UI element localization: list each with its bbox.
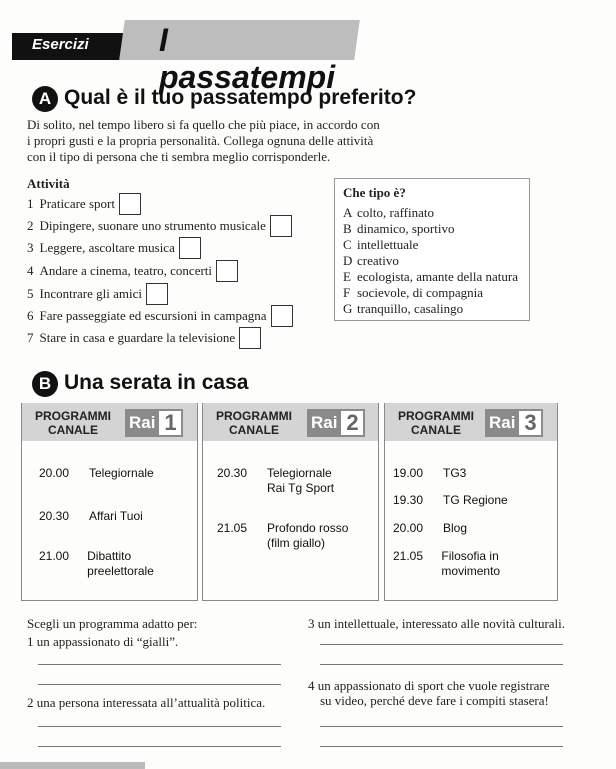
rai-word: Rai	[489, 413, 516, 432]
activity-number: 4	[27, 263, 34, 278]
activity-item	[27, 327, 261, 349]
type-item	[343, 237, 521, 253]
activity-text: Andare a cinema, teatro, concerti	[39, 263, 213, 278]
question-text: un intellettuale, interessato alle novità culturali.	[317, 616, 566, 631]
program-time: 19.30	[393, 493, 424, 507]
question-item	[27, 634, 178, 649]
program-time: 20.30	[39, 509, 70, 523]
answer-checkbox[interactable]	[179, 237, 201, 259]
program-time: 21.00	[39, 549, 70, 563]
header-label-line: PROGRAMMI	[398, 409, 474, 423]
program-name: TG Regione	[443, 493, 508, 507]
person-types-box	[334, 178, 530, 321]
page-header	[12, 20, 352, 95]
activity-text: Incontrare gli amici	[39, 286, 143, 301]
program-row	[39, 466, 154, 481]
channel-column-rai3	[384, 403, 558, 601]
activity-item	[27, 237, 201, 259]
header-label-line: CANALE	[48, 423, 98, 437]
program-name: TG3	[443, 466, 467, 480]
program-row	[39, 509, 143, 524]
channel-header-label	[393, 409, 479, 437]
program-row	[393, 521, 467, 536]
answer-line[interactable]	[320, 726, 563, 727]
type-letter: B	[343, 221, 352, 236]
type-item	[343, 301, 521, 317]
type-letter: A	[343, 205, 353, 220]
type-text: intellettuale	[357, 237, 419, 252]
program-name-line: Profondo rosso	[267, 521, 349, 535]
type-text: creativo	[357, 253, 399, 268]
answer-checkbox[interactable]	[270, 215, 292, 237]
activity-number: 3	[27, 240, 34, 255]
program-name-line: Rai Tg Sport	[267, 481, 335, 495]
activities-heading: Attività	[27, 176, 70, 191]
answer-checkbox[interactable]	[271, 305, 293, 327]
program-name: Telegiornale	[89, 466, 154, 480]
type-letter: G	[343, 301, 353, 316]
channel-header	[203, 403, 378, 441]
program-time: 20.00	[39, 466, 70, 480]
activity-text: Leggere, ascoltare musica	[39, 240, 175, 255]
channel-header	[22, 403, 197, 441]
question-number: 2	[27, 695, 34, 710]
activity-item	[27, 260, 238, 282]
header-label: Esercizi	[32, 36, 89, 53]
activity-text: Stare in casa e guardare la televisione	[39, 330, 236, 345]
rai-word: Rai	[129, 413, 156, 432]
type-letter: C	[343, 237, 352, 252]
channel-header-label	[211, 409, 297, 437]
section-a-badge: A	[32, 86, 58, 112]
section-a-intro	[27, 117, 407, 165]
type-item	[343, 205, 521, 221]
section-b-badge: B	[32, 371, 58, 397]
program-row	[217, 521, 348, 551]
type-item	[343, 253, 521, 269]
program-time: 21.05	[217, 521, 248, 535]
program-name: Dibattito preelettorale	[87, 549, 154, 578]
exercise-instruction: Scegli un programma adatto per:	[27, 616, 198, 631]
activity-text: Fare passeggiate ed escursioni in campagna	[39, 308, 267, 323]
type-item	[343, 221, 521, 237]
type-text: dinamico, sportivo	[357, 221, 455, 236]
program-name: Affari Tuoi	[89, 509, 143, 523]
answer-checkbox[interactable]	[216, 260, 238, 282]
type-letter: E	[343, 269, 351, 284]
program-name	[267, 521, 348, 551]
activity-text: Dipingere, suonare uno strumento musicale	[39, 218, 266, 233]
program-time: 20.30	[217, 466, 248, 480]
program-row	[393, 493, 508, 508]
answer-line[interactable]	[320, 664, 563, 665]
answer-line[interactable]	[38, 684, 281, 685]
section-b-title: Una serata in casa	[64, 371, 249, 394]
page-title: I passatempi	[159, 22, 336, 95]
question-item	[308, 678, 568, 708]
activity-text: Praticare sport	[39, 196, 115, 211]
intro-line: Di solito, nel tempo libero si fa quello che più piace, in accordo con	[27, 117, 380, 132]
types-heading: Che tipo è?	[343, 185, 406, 200]
type-text: colto, raffinato	[357, 205, 435, 220]
intro-line: i propri gusti e la propria personalità. Collega ognuna delle attività	[27, 133, 374, 148]
question-number: 1	[27, 634, 34, 649]
program-row	[39, 549, 197, 579]
header-label-line: PROGRAMMI	[216, 409, 292, 423]
answer-line[interactable]	[38, 726, 281, 727]
answer-checkbox[interactable]	[239, 327, 261, 349]
rai-number: 1	[159, 411, 181, 435]
type-text: tranquillo, casalingo	[357, 301, 464, 316]
activity-item	[27, 193, 141, 215]
question-number: 3	[308, 616, 315, 631]
type-text: socievole, di compagnia	[357, 285, 483, 300]
header-label-line: CANALE	[229, 423, 279, 437]
rai-number: 2	[341, 411, 363, 435]
type-text: ecologista, amante della natura	[357, 269, 518, 284]
channel-column-rai1	[21, 403, 198, 601]
program-name	[267, 466, 334, 496]
rai3-logo	[485, 409, 543, 437]
program-time: 20.00	[393, 521, 424, 535]
activity-number: 1	[27, 196, 34, 211]
question-number: 4	[308, 678, 315, 693]
type-letter: F	[343, 285, 351, 300]
question-item	[27, 695, 265, 710]
header-label-line: PROGRAMMI	[35, 409, 111, 423]
activity-item	[27, 305, 293, 327]
question-item	[308, 616, 565, 631]
answer-line[interactable]	[38, 664, 281, 665]
channel-header-label	[30, 409, 116, 437]
question-text: un appassionato di sport che vuole registrare	[317, 678, 550, 693]
program-row	[393, 549, 557, 579]
activity-item	[27, 283, 168, 305]
program-row	[217, 466, 334, 496]
rai1-logo	[125, 409, 183, 437]
program-time: 21.05	[393, 549, 424, 563]
program-name: Filosofia in movimento	[441, 549, 501, 578]
answer-checkbox[interactable]	[146, 283, 168, 305]
program-name-line: Telegiornale	[267, 466, 332, 480]
answer-line[interactable]	[320, 644, 563, 645]
answer-line[interactable]	[38, 746, 281, 747]
intro-line: con il tipo di persona che ti sembra meglio corrisponderle.	[27, 149, 331, 164]
activity-number: 2	[27, 218, 34, 233]
rai-number: 3	[519, 411, 541, 435]
question-text: un appassionato di “gialli”.	[36, 634, 179, 649]
program-name: Blog	[443, 521, 468, 535]
answer-checkbox[interactable]	[119, 193, 141, 215]
rai-word: Rai	[311, 413, 338, 432]
activity-number: 7	[27, 330, 34, 345]
question-text-continued: su video, perché deve fare i compiti stasera!	[320, 693, 549, 708]
section-a-title: Qual è il tuo passatempo preferito?	[64, 86, 417, 109]
channel-column-rai2	[202, 403, 379, 601]
program-time: 19.00	[393, 466, 424, 480]
question-text: una persona interessata all’attualità politica.	[36, 695, 266, 710]
footer-bar	[0, 762, 145, 769]
activity-number: 6	[27, 308, 34, 323]
type-letter: D	[343, 253, 353, 268]
program-name-line: (film giallo)	[267, 536, 326, 550]
answer-line[interactable]	[320, 746, 563, 747]
channel-header	[385, 403, 557, 441]
header-label-line: CANALE	[411, 423, 461, 437]
activity-number: 5	[27, 286, 34, 301]
rai2-logo	[307, 409, 365, 437]
activity-item	[27, 215, 292, 237]
type-item	[343, 285, 521, 301]
program-row	[393, 466, 466, 481]
type-item	[343, 269, 521, 285]
